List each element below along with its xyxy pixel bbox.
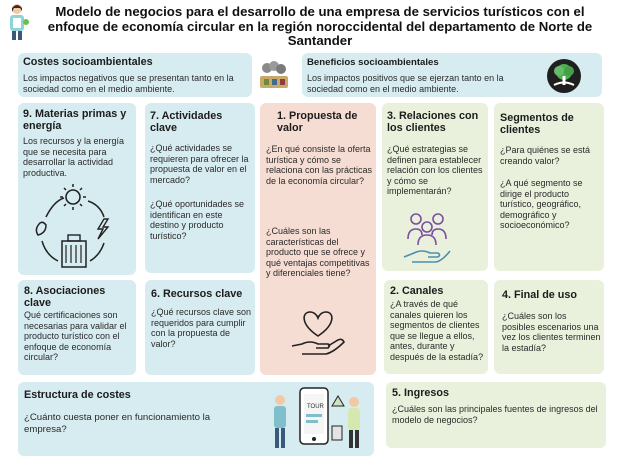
canales-title: 2. Canales	[390, 285, 444, 297]
ingresos-title: 5. Ingresos	[392, 387, 450, 399]
relaciones-clientes-title: 3. Relaciones con los clientes	[387, 110, 479, 134]
canales-text: ¿A través de qué canales quieren los segmentos de clientes que se llegue a ellos, antes, durante y después de la estadía?	[390, 299, 484, 362]
person-illustration-icon	[4, 2, 30, 42]
final-de-uso-title: 4. Final de uso	[502, 289, 577, 301]
green-planet-icon	[546, 58, 582, 94]
actividades-clave-question-1: ¿Qué actividades se requieren para ofrecer la propuesta de valor en el mercado?	[150, 143, 249, 185]
pollution-icon	[257, 60, 291, 90]
energy-cycle-icon	[28, 183, 128, 271]
estructura-de-costes-title: Estructura de costes	[24, 389, 131, 401]
segmentos-clientes-question-1: ¿Para quiénes se está creando valor?	[500, 145, 591, 166]
finance-illustration-icon	[266, 386, 372, 452]
costes-socioambientales-text: Los impactos negativos que se presentan tanto en la sociedad como en el medio ambiente.	[23, 73, 234, 94]
recursos-clave-title: 6. Recursos clave	[151, 288, 243, 300]
ingresos-card	[386, 382, 606, 448]
asociaciones-clave-title: 8. Asociaciones clave	[24, 285, 106, 309]
relaciones-clientes-card	[382, 103, 488, 271]
beneficios-socioambientales-text: Los impactos positivos que se ejerzan tanto en la sociedad como en el medio ambiente.	[307, 73, 504, 94]
asociaciones-clave-card	[18, 280, 136, 375]
heart-hand-icon	[290, 308, 346, 358]
estructura-de-costes-text: ¿Cuánto cuesta poner en funcionamiento la empresa?	[24, 412, 211, 436]
beneficios-socioambientales-title: Beneficios socioambientales	[307, 57, 439, 68]
asociaciones-clave-text: Qué certificaciones son necesarias para validar el producto turístico con el enfoque de economía circular?	[24, 310, 127, 363]
segmentos-clientes-card	[494, 103, 604, 271]
segmentos-clientes-question-2: ¿A qué segmento se dirige el producto turístico, geográfico, demográfico y socioeconómico?	[500, 178, 583, 231]
propuesta-de-valor-card	[260, 103, 376, 375]
actividades-clave-question-2: ¿Qué oportunidades se identifican en este destino y producto turístico?	[150, 199, 245, 241]
propuesta-de-valor-question-2: ¿Cuáles son las características del producto que se ofrece y qué ventajas competitivas y diferenciales tiene?	[266, 226, 370, 279]
costes-socioambientales-title: Costes socioambientales	[23, 56, 153, 68]
final-de-uso-text: ¿Cuáles son los posibles escenarios una vez los clientes terminen la estadía?	[502, 311, 601, 353]
actividades-clave-card	[145, 103, 255, 273]
canales-card	[384, 280, 488, 374]
segmentos-clientes-title: Segmentos de clientes	[500, 112, 574, 136]
materias-primas-card	[18, 103, 136, 275]
svg-text:TOUR: TOUR	[307, 404, 324, 410]
costes-socioambientales-card	[18, 53, 252, 97]
materias-primas-text: Los recursos y la energía que se necesita para desarrollar la actividad productiva.	[23, 136, 125, 178]
propuesta-de-valor-question-1: ¿En qué consiste la oferta turística y cómo se relaciona con las prácticas de la economía circular?	[266, 144, 373, 186]
ingresos-text: ¿Cuáles son las principales fuentes de ingresos del modelo de negocios?	[392, 404, 598, 425]
actividades-clave-title: 7. Actividades clave	[150, 110, 223, 134]
customers-hand-icon	[402, 209, 452, 263]
materias-primas-title: 9. Materias primas y energía	[23, 108, 127, 132]
final-de-uso-card	[494, 280, 604, 374]
propuesta-de-valor-title: 1. Propuesta de valor	[277, 110, 358, 134]
recursos-clave-text: ¿Qué recursos clave son requeridos para cumplir con la propuesta de valor?	[151, 307, 252, 349]
estructura-de-costes-card	[18, 382, 374, 456]
recursos-clave-card	[145, 280, 255, 375]
page-title: Modelo de negocios para el desarrollo de una empresa de servicios turísticos con el enfoque de economía circular en la región noroccidental del departamento de Norte de Santander	[47, 4, 593, 48]
relaciones-clientes-text: ¿Qué estrategias se definen para establecer relación con los clientes y cómo se implementarán?	[387, 144, 483, 197]
